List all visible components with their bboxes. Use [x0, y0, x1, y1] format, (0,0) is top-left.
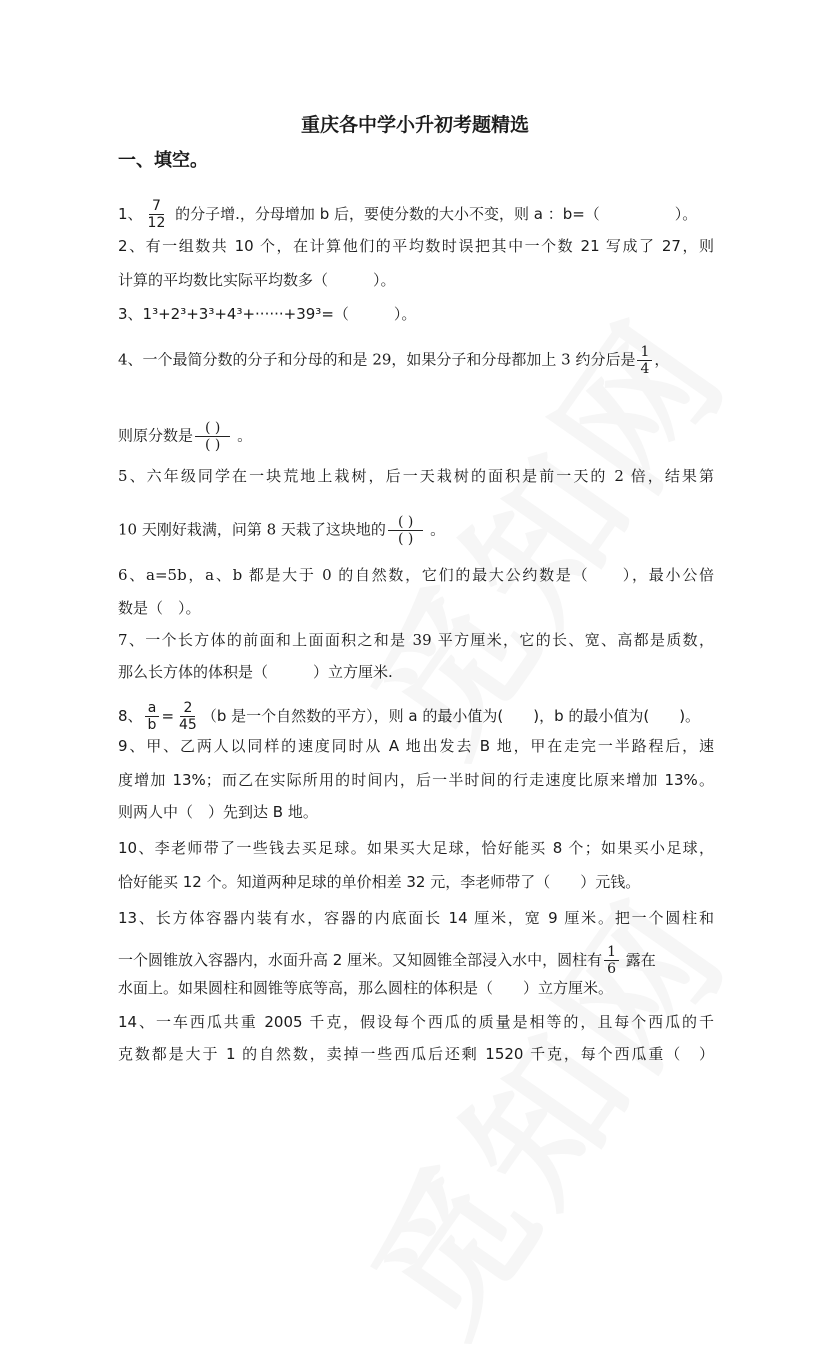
question-2-line-1: 2、有一组数共 10 个，在计算他们的平均数时误把其中一个数 21 写成了 27，则	[118, 237, 714, 255]
denominator-blank: ( )	[397, 531, 414, 547]
q4-tail: ，	[654, 350, 670, 369]
q4-text: 4、一个最简分数的分子和分母的和是 29，如果分子和分母都加上 3 约分后是	[118, 350, 636, 369]
question-13-line-2	[118, 944, 714, 977]
denominator: 12	[147, 215, 166, 231]
question-9-line-2: 度增加 13%；而乙在实际所用的时间内，后一半时间的行走速度比原来增加 13%。	[118, 771, 714, 789]
question-7-line-2: 那么长方体的体积是（ ）立方厘米.	[118, 663, 393, 681]
q8-number: 8、	[118, 707, 143, 725]
question-9-line-1: 9、甲、乙两人以同样的速度同时从 A 地出发去 B 地，甲在走完一半路程后，速	[118, 737, 714, 755]
denominator: 6	[607, 961, 617, 977]
question-3: 3、1³+2³+3³+4³+······+39³=（ ）。	[118, 305, 417, 323]
q13-tail: 露在	[621, 951, 656, 969]
question-6-line-2: 数是（ ）。	[118, 599, 201, 617]
fraction	[604, 944, 619, 977]
question-2-line-2: 计算的平均数比实际平均数多（ ）。	[118, 271, 396, 289]
q4-text-2: 则原分数是	[118, 426, 194, 445]
question-13-line-3: 水面上。如果圆柱和圆锥等底等高，那么圆柱的体积是（ ）立方厘米。	[118, 979, 614, 997]
q5-end: 。	[430, 520, 446, 539]
question-4-line-2	[118, 420, 714, 453]
question-10-line-2: 恰好能买 12 个。知道两种足球的单价相差 32 元，李老师带了（ ）元钱。	[118, 873, 641, 891]
q13-text-2: 一个圆锥放入容器内，水面升高 2 厘米。又知圆锥全部浸入水中，圆柱有	[118, 951, 603, 969]
question-5-line-2	[118, 514, 714, 547]
q4-end: 。	[237, 426, 253, 445]
q5-text-2: 10 天刚好栽满，问第 8 天栽了这块地的	[118, 520, 386, 539]
question-5-line-1: 5、六年级同学在一块荒地上栽树，后一天栽树的面积是前一天的 2 倍，结果第	[118, 467, 714, 485]
page-title: 重庆各中学小升初考题精选	[300, 114, 529, 136]
numerator: 7	[149, 198, 164, 215]
equals: =	[161, 707, 175, 725]
q1-number: 1、	[118, 205, 143, 223]
question-4-line-1	[118, 344, 714, 377]
question-8	[118, 700, 714, 733]
fraction-a-b	[145, 700, 160, 733]
numerator-blank: ( )	[388, 514, 423, 531]
question-6-line-1: 6、a=5b，a、b 都是大于 0 的自然数，它们的最大公约数是（ ），最小公倍	[118, 566, 714, 584]
question-9-line-3: 则两人中（ ）先到达 B 地。	[118, 803, 318, 821]
q1-text: 的分子增.，分母增加 b 后，要使分数的大小不变，则 a ：b=（ ）。	[175, 205, 698, 223]
section-heading: 一、填空。	[118, 150, 208, 171]
question-13-line-1: 13、长方体容器内装有水，容器的内底面长 14 厘米，宽 9 厘米。把一个圆柱和	[118, 909, 714, 927]
numerator: 1	[637, 344, 652, 361]
question-7-line-1: 7、一个长方体的前面和上面面积之和是 39 平方厘米，它的长、宽、高都是质数，	[118, 631, 714, 649]
blank-fraction	[195, 420, 230, 453]
blank-fraction	[388, 514, 423, 547]
numerator: a	[145, 700, 160, 717]
fraction-2-45	[176, 700, 200, 733]
denominator: b	[147, 717, 157, 733]
question-14-line-1: 14、一车西瓜共重 2005 千克，假设每个西瓜的质量是相等的，且每个西瓜的千	[118, 1013, 714, 1031]
question-1	[118, 198, 714, 231]
numerator-blank: ( )	[195, 420, 230, 437]
question-10-line-1: 10、李老师带了一些钱去买足球。如果买大足球，恰好能买 8 个；如果买小足球，	[118, 839, 714, 857]
q8-text: （b 是一个自然数的平方），则 a 的最小值为( )，b 的最小值为( )。	[201, 707, 701, 725]
denominator-blank: ( )	[205, 437, 221, 453]
numerator: 2	[180, 700, 195, 717]
fraction	[145, 198, 169, 231]
numerator: 1	[604, 944, 619, 961]
fraction	[637, 344, 652, 377]
denominator: 4	[640, 361, 650, 377]
denominator: 45	[179, 717, 197, 733]
question-14-line-2: 克数都是大于 1 的自然数，卖掉一些西瓜后还剩 1520 千克，每个西瓜重（ ）	[118, 1045, 714, 1063]
